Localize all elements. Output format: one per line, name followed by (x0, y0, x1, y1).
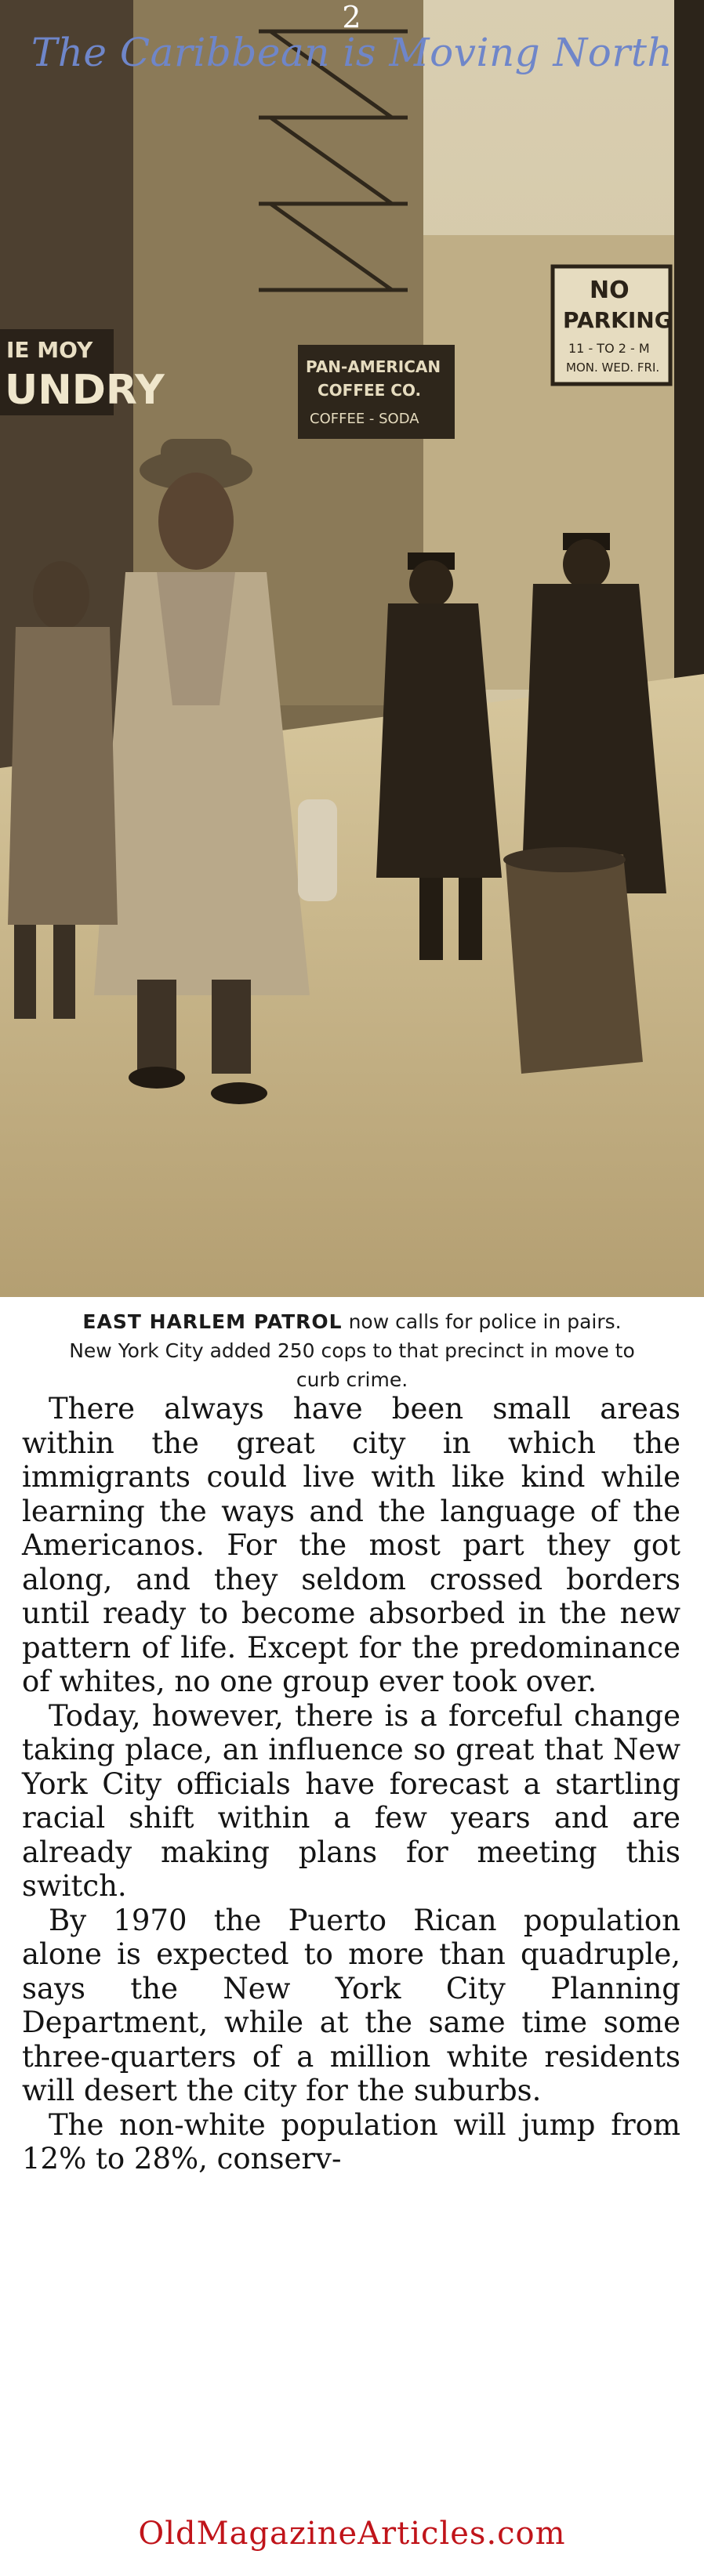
caption-line-1 (11, 1307, 693, 1336)
trash-can (503, 847, 643, 1074)
laundry-sign-top: IE MOY (6, 337, 93, 363)
no-parking-sign-line3: 11 - TO 2 - M (568, 341, 650, 356)
caption-lead: EAST HARLEM PATROL (82, 1310, 343, 1333)
article-paragraph-3: By 1970 the Puerto Rican population alone is expected to more than quadruple, says the New York City Planning Department, while at the same time some three-quarters of a million white residents will desert the city for the suburbs. (22, 1903, 680, 2107)
coffee-sign-line3: COFFEE - SODA (310, 411, 419, 427)
article-body (22, 1392, 680, 2176)
caption-line-1-rest: now calls for police in pairs. (342, 1310, 622, 1333)
article-paragraph-2: Today, however, there is a forceful change taking place, an influence so great that New York City officials have forecast a startling racial shift within a few years and are already making plans for meeting this switch. (22, 1698, 680, 1903)
coffee-sign-line1: PAN-AMERICAN (306, 357, 441, 376)
no-parking-sign-line1: NO (590, 277, 630, 304)
article-paragraph-4: The non-white population will jump from 12% to 28%, conserv- (22, 2107, 680, 2176)
photo-caption (11, 1307, 693, 1394)
article-paragraph-1: There always have been small areas within the great city in which the immigrants could live with like kind while learning the ways and the language of the Americanos. For the most part they got along, and they seldom crossed borders until ready to become absorbed in the new pattern of life. Except for the predominance of whites, no one group ever took over. (22, 1392, 680, 1698)
no-parking-sign-line2: PARKING (563, 307, 673, 333)
site-footer-credit: OldMagazineArticles.com (138, 2516, 566, 2552)
page-number: 2 (342, 0, 362, 34)
caption-line-3: curb crime. (296, 1368, 408, 1391)
headline: The Caribbean is Moving North (31, 30, 673, 75)
caption-line-2: New York City added 250 cops to that precinct in move to (69, 1339, 635, 1362)
laundry-sign: UNDRY (5, 367, 165, 414)
coffee-sign-line2: COFFEE CO. (318, 381, 422, 400)
no-parking-sign-line4: MON. WED. FRI. (566, 360, 660, 375)
